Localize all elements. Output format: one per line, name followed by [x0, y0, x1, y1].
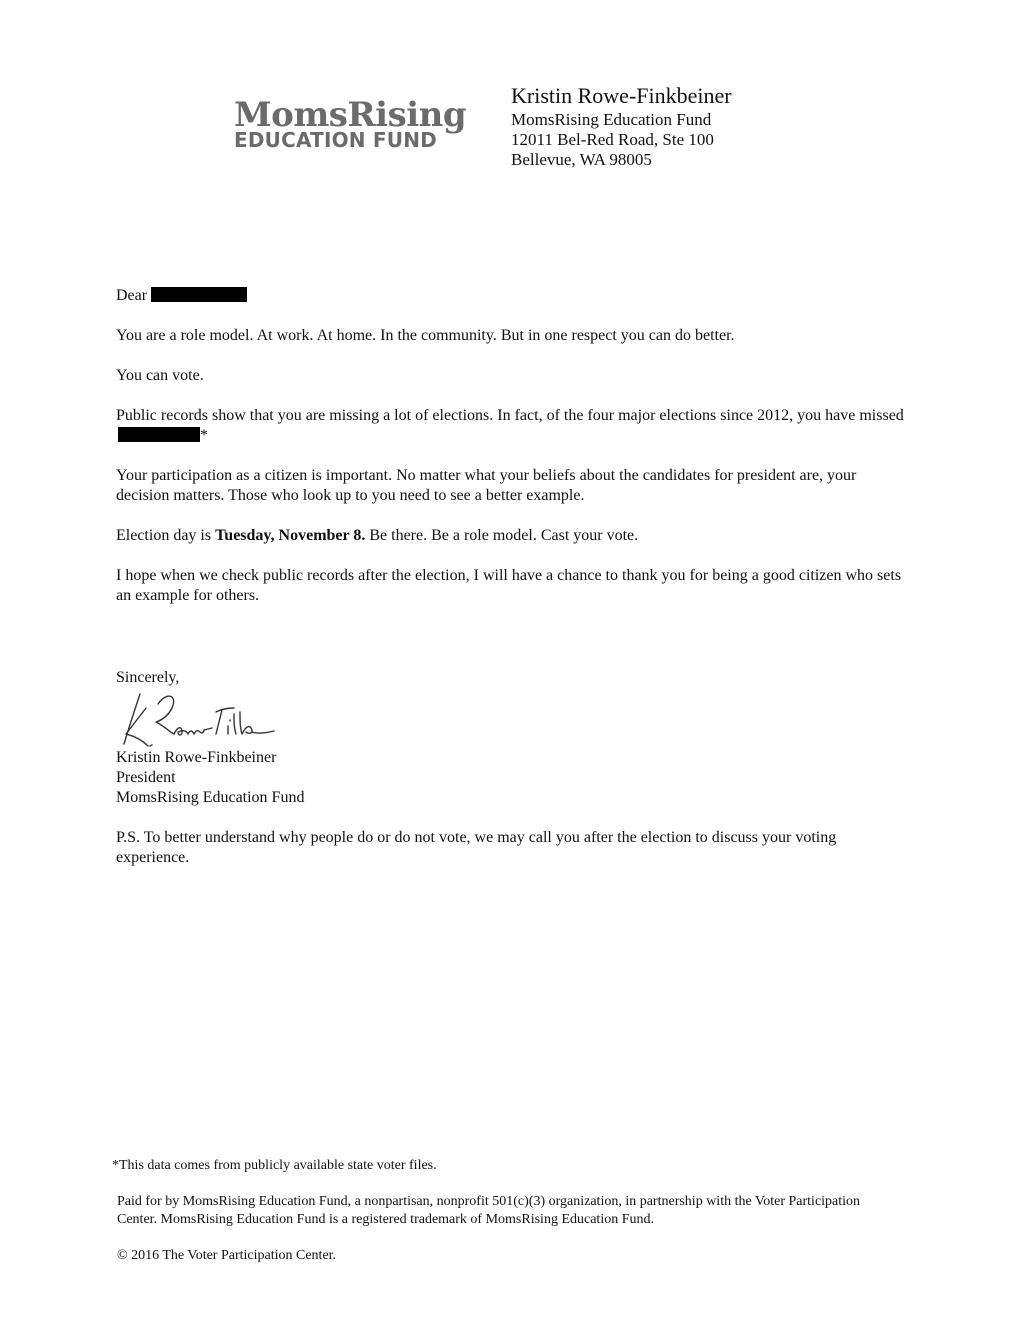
paragraph-hope: I hope when we check public records after the election, I will have a chance to thank you for being a good citizen who sets an example for others. [116, 567, 902, 604]
sender-address-block [511, 82, 732, 170]
letter-body [116, 286, 906, 626]
redacted-missed-count [118, 427, 200, 442]
organization-logo [234, 95, 484, 152]
sender-name: Kristin Rowe-Finkbeiner [511, 83, 732, 108]
election-day-tail: Be there. Be a role model. Cast your vote. [365, 527, 639, 544]
sender-city-state: Bellevue, WA 98005 [511, 150, 652, 169]
signature-block [116, 748, 304, 808]
paragraph-you-can-vote: You can vote. [116, 367, 204, 384]
sender-organization: MomsRising Education Fund [511, 110, 712, 129]
election-date: Tuesday, November 8. [215, 527, 366, 544]
handwritten-signature [116, 686, 276, 750]
salutation-text: Dear [116, 287, 148, 304]
paid-for-disclaimer: Paid for by MomsRising Education Fund, a nonpartisan, nonprofit 501(c)(3) organization, in partnership with the Voter Participation Center. MomsRising Education Fund is a registered trademark of MomsRising Education Fund. [117, 1194, 861, 1227]
paragraph-role-model: You are a role model. At work. At home. In the community. But in one respect you can do better. [116, 327, 735, 344]
election-day-lead: Election day is [116, 527, 216, 544]
signer-organization: MomsRising Education Fund [116, 789, 305, 806]
sender-street-address: 12011 Bel-Red Road, Ste 100 [511, 130, 714, 149]
postscript: P.S. To better understand why people do or do not vote, we may call you after the election to discuss your voting experience. [116, 829, 837, 866]
logo-wordmark: MomsRising [234, 95, 467, 135]
signer-title: President [116, 769, 176, 786]
paragraph-election-day [116, 526, 906, 546]
footnote-marker: * [200, 427, 208, 444]
copyright-notice: © 2016 The Voter Participation Center. [117, 1248, 337, 1263]
logo-subtitle: EDUCATION FUND [234, 128, 437, 152]
paragraph-public-records [116, 406, 906, 446]
footnote: *This data comes from publicly available state voter files. [112, 1158, 437, 1173]
valediction: Sincerely, [116, 669, 180, 686]
paragraph-participation: Your participation as a citizen is important. No matter what your beliefs about the candidates for president are, your decision matters. Those who look up to you need to see a better example. [116, 467, 857, 504]
signer-name: Kristin Rowe-Finkbeiner [116, 749, 277, 766]
redacted-recipient-name [151, 287, 247, 302]
public-records-text: Public records show that you are missing a lot of elections. In fact, of the four major elections since 2012, you have missed [116, 407, 904, 424]
salutation [116, 286, 906, 306]
